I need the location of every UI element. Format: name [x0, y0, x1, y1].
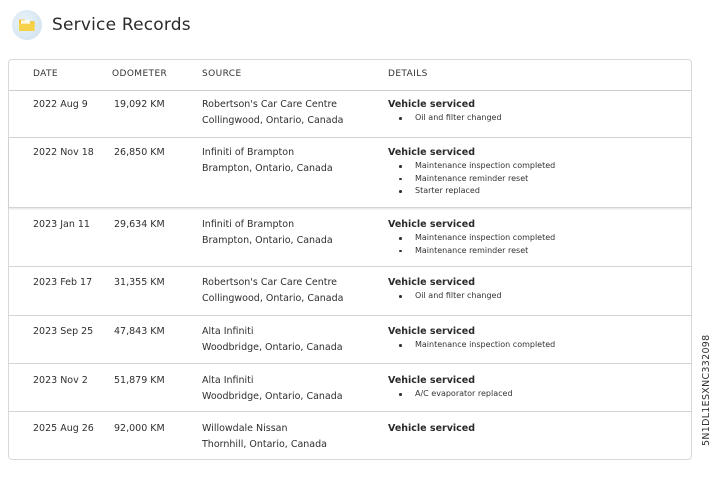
record-details — [388, 421, 475, 436]
record-source-name: Robertson's Car Care Centre — [202, 99, 338, 110]
column-header-odometer: ODOMETER — [112, 69, 168, 79]
record-source-name: Infiniti of Brampton — [202, 219, 295, 230]
list-item: Starter replaced — [388, 185, 555, 198]
list-item: Maintenance inspection completed — [388, 232, 555, 245]
record-details-title: Vehicle serviced — [388, 326, 476, 337]
page-header — [12, 8, 191, 42]
record-details — [388, 324, 555, 352]
record-source-location: Woodbridge, Ontario, Canada — [202, 342, 343, 353]
table-row — [9, 412, 691, 460]
record-source-location: Brampton, Ontario, Canada — [202, 163, 333, 174]
record-odometer: 19,092 KM — [114, 99, 165, 110]
record-details-title: Vehicle serviced — [388, 147, 476, 158]
list-item: Oil and filter changed — [388, 112, 502, 125]
record-details — [388, 373, 513, 401]
table-row — [9, 209, 691, 267]
table-row — [9, 267, 691, 316]
record-details-list — [388, 232, 555, 257]
record-source-location: Thornhill, Ontario, Canada — [202, 439, 327, 450]
record-details — [388, 145, 555, 198]
table-row — [9, 316, 691, 364]
record-details-title: Vehicle serviced — [388, 219, 476, 230]
record-details-title: Vehicle serviced — [388, 375, 476, 386]
record-odometer: 92,000 KM — [114, 423, 165, 434]
list-item: Maintenance reminder reset — [388, 173, 555, 186]
record-date: 2023 Nov 2 — [33, 375, 88, 386]
record-source-name: Willowdale Nissan — [202, 423, 288, 434]
table-row — [9, 364, 691, 412]
record-source-location: Collingwood, Ontario, Canada — [202, 115, 344, 126]
record-odometer: 31,355 KM — [114, 277, 165, 288]
record-details-list — [388, 388, 513, 401]
vin-label: 5N1DL1ESXNC332098 — [701, 334, 712, 446]
record-source-name: Robertson's Car Care Centre — [202, 277, 338, 288]
record-details-title: Vehicle serviced — [388, 277, 476, 288]
table-row — [9, 138, 691, 208]
column-header-date: DATE — [33, 69, 59, 79]
service-records-table — [8, 59, 692, 460]
record-source-name: Alta Infiniti — [202, 326, 254, 337]
record-source-name: Infiniti of Brampton — [202, 147, 295, 158]
record-source-location: Woodbridge, Ontario, Canada — [202, 391, 343, 402]
record-date: 2022 Aug 9 — [33, 99, 88, 110]
table-header — [9, 60, 691, 91]
record-details — [388, 275, 502, 303]
column-header-details: DETAILS — [388, 69, 428, 79]
record-date: 2023 Feb 17 — [33, 277, 93, 288]
list-item: Oil and filter changed — [388, 290, 502, 303]
record-source-name: Alta Infiniti — [202, 375, 254, 386]
record-details-list — [388, 339, 555, 352]
list-item: Maintenance inspection completed — [388, 339, 555, 352]
record-date: 2023 Jan 11 — [33, 219, 90, 230]
page-title: Service Records — [52, 15, 191, 35]
record-details — [388, 97, 502, 125]
folder-icon — [12, 10, 42, 40]
list-item: Maintenance inspection completed — [388, 160, 555, 173]
record-date: 2025 Aug 26 — [33, 423, 94, 434]
column-header-source: SOURCE — [202, 69, 242, 79]
record-date: 2023 Sep 25 — [33, 326, 94, 337]
record-odometer: 29,634 KM — [114, 219, 165, 230]
record-details-title: Vehicle serviced — [388, 423, 476, 434]
record-details-list — [388, 290, 502, 303]
record-odometer: 51,879 KM — [114, 375, 165, 386]
record-source-location: Collingwood, Ontario, Canada — [202, 293, 344, 304]
list-item: A/C evaporator replaced — [388, 388, 513, 401]
record-source-location: Brampton, Ontario, Canada — [202, 235, 333, 246]
record-details-title: Vehicle serviced — [388, 99, 476, 110]
record-details-list — [388, 160, 555, 198]
record-details — [388, 217, 555, 257]
record-odometer: 26,850 KM — [114, 147, 165, 158]
record-details-list — [388, 112, 502, 125]
record-odometer: 47,843 KM — [114, 326, 165, 337]
list-item: Maintenance reminder reset — [388, 245, 555, 258]
record-date: 2022 Nov 18 — [33, 147, 94, 158]
table-row — [9, 90, 691, 138]
